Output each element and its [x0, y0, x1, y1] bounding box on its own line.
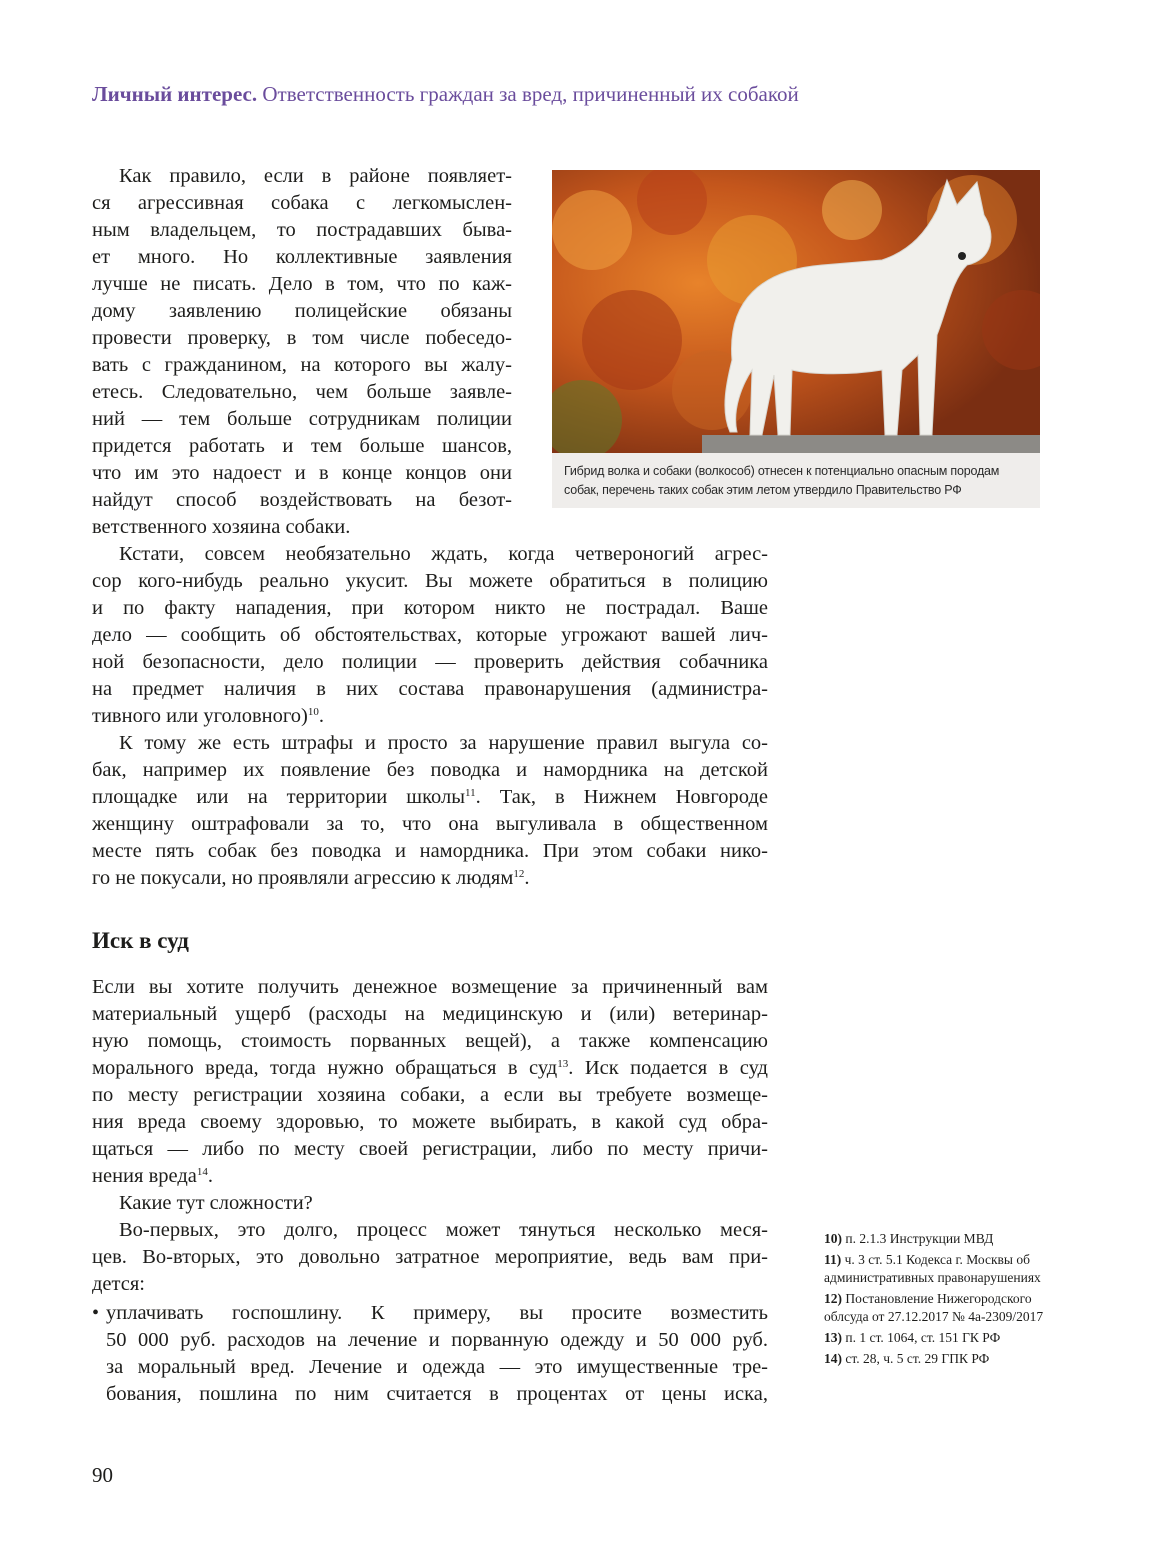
text-line: етесь. Следовательно, чем больше заявле-	[92, 381, 512, 403]
footnote-text: ч. 3 ст. 5.1 Кодекса г. Москвы об административных правонарушениях	[824, 1252, 1041, 1285]
footnote	[824, 1251, 1054, 1287]
footnote-text: п. 1 ст. 1064, ст. 151 ГК РФ	[845, 1330, 1001, 1345]
text-line: материальный ущерб (расходы на медицинскую и (или) ветеринар-	[92, 1003, 768, 1025]
text-line: ным владельцем, то пострадавших быва-	[92, 219, 512, 241]
footnote	[824, 1350, 1054, 1368]
text-line: вать с гражданином, на которого вы жалу-	[92, 354, 512, 376]
bullet-text	[106, 1300, 768, 1408]
text-line: бования, пошлина по ним считается в процентах от цены иска,	[106, 1383, 768, 1405]
footnotes	[824, 1230, 1054, 1371]
photo-caption: Гибрид волка и собаки (волкособ) отнесен к потенциально опасным породам собак, перечень таких собак этим летом утвердило Правительство РФ	[552, 453, 1040, 508]
footnote-reference[interactable]: 14	[196, 1166, 208, 1178]
paragraph-3	[92, 730, 768, 892]
text-line: Если вы хотите получить денежное возмещение за причиненный вам	[92, 976, 768, 998]
text-line: дется:	[92, 1273, 145, 1295]
text-line: ветственного хозяина собаки.	[92, 516, 351, 538]
running-header-section: Личный интерес.	[92, 82, 258, 106]
text-line: Кстати, совсем необязательно ждать, когда четвероногий агрес-	[119, 543, 768, 565]
bullet-item	[92, 1300, 768, 1408]
bullet-marker: •	[92, 1302, 100, 1324]
footnote-reference[interactable]: 10	[307, 706, 319, 718]
footnote-text: ст. 28, ч. 5 ст. 29 ГПК РФ	[845, 1351, 990, 1366]
footnote-number: 10)	[824, 1231, 842, 1246]
text-line: тивного или уголовного)$^{10}$.	[92, 705, 325, 727]
text-line: и по факту нападения, при котором никто не пострадал. Ваше	[92, 597, 768, 619]
footnote-number: 12)	[824, 1291, 842, 1306]
text-line: морального вреда, тогда нужно обращаться в суд$^{13}$. Иск подается в суд	[92, 1057, 768, 1079]
text-line: на предмет наличия в них состава правонарушения (администра-	[92, 678, 768, 700]
text-line: женщину оштрафовали за то, что она выгуливала в общественном	[92, 813, 768, 835]
text-line: нения вреда$^{14}$.	[92, 1165, 213, 1187]
text-line: площадке или на территории школы$^{11}$. Так, в Нижнем Новгороде	[92, 786, 768, 808]
text-line: цев. Во-вторых, это довольно затратное мероприятие, ведь вам при-	[92, 1246, 768, 1268]
footnote	[824, 1230, 1054, 1248]
paragraph-6	[92, 1217, 768, 1298]
section-heading: Иск в суд	[92, 928, 189, 953]
footnote-reference[interactable]: 11	[465, 787, 476, 799]
footnote-reference[interactable]: 12	[513, 868, 525, 880]
text-line: уплачивать госпошлину. К примеру, вы просите возместить	[106, 1302, 768, 1324]
text-line: ний — тем больше сотрудникам полиции	[92, 408, 512, 430]
text-line: ной безопасности, дело полиции — проверить действия собачника	[92, 651, 768, 673]
text-line: что им это надоест и в конце концов они	[92, 462, 512, 484]
text-line: ную помощь, стоимость порванных вещей), а также компенсацию	[92, 1030, 768, 1052]
footnote-reference[interactable]: 13	[557, 1058, 569, 1070]
running-header-title: Ответственность граждан за вред, причиненный их собакой	[262, 82, 799, 106]
text-line: ния вреда своему здоровью, то можете выбирать, в какой суд обра-	[92, 1111, 768, 1133]
paragraph-5	[92, 1190, 768, 1217]
text-line: 50 000 руб. расходов на лечение и порванную одежду и 50 000 руб.	[106, 1329, 768, 1351]
text-line: Во-первых, это долго, процесс может тянуться несколько меся-	[119, 1219, 768, 1241]
footnote-text: п. 2.1.3 Инструкции МВД	[845, 1231, 994, 1246]
running-header	[92, 82, 799, 107]
page-number: 90	[92, 1463, 113, 1487]
paragraph-1	[92, 163, 512, 541]
text-line: го не покусали, но проявляли агрессию к людям$^{12}$.	[92, 867, 530, 889]
text-line: по месту регистрации хозяина собаки, а если вы требуете возмеще-	[92, 1084, 768, 1106]
text-line: Как правило, если в районе появляет-	[119, 165, 512, 187]
footnote	[824, 1329, 1054, 1347]
footnote-text: Постановление Нижегородского облсуда от 27.12.2017 № 4а-2309/2017	[824, 1291, 1044, 1324]
text-line: сор кого-нибудь реально укусит. Вы можете обратиться в полицию	[92, 570, 768, 592]
text-line: Какие тут сложности?	[119, 1192, 313, 1214]
text-line: ет много. Но коллективные заявления	[92, 246, 512, 268]
wolf-image	[552, 170, 1040, 453]
footnote-number: 11)	[824, 1252, 842, 1267]
text-line: К тому же есть штрафы и просто за нарушение правил выгула со-	[119, 732, 768, 754]
footnote-number: 13)	[824, 1330, 842, 1345]
text-line: придется работать и тем больше шансов,	[92, 435, 512, 457]
footnote	[824, 1290, 1054, 1326]
paragraph-4	[92, 974, 768, 1190]
wolf-photo	[552, 170, 1040, 453]
footnote-number: 14)	[824, 1351, 842, 1366]
text-line: месте пять собак без поводка и намордника. При этом собаки нико-	[92, 840, 768, 862]
text-line: ся агрессивная собака с легкомыслен-	[92, 192, 512, 214]
text-line: найдут способ воздействовать на безот-	[92, 489, 512, 511]
text-line: бак, например их появление без поводка и намордника на детской	[92, 759, 768, 781]
text-line: за моральный вред. Лечение и одежда — это имущественные тре-	[106, 1356, 768, 1378]
text-line: дому заявлению полицейские обязаны	[92, 300, 512, 322]
text-line: дело — сообщить об обстоятельствах, которые угрожают вашей лич-	[92, 624, 768, 646]
paragraph-2	[92, 541, 768, 730]
text-line: лучше не писать. Дело в том, что по каж-	[92, 273, 512, 295]
text-line: провести проверку, в том числе побеседо-	[92, 327, 512, 349]
text-line: щаться — либо по месту своей регистрации, либо по месту причи-	[92, 1138, 768, 1160]
